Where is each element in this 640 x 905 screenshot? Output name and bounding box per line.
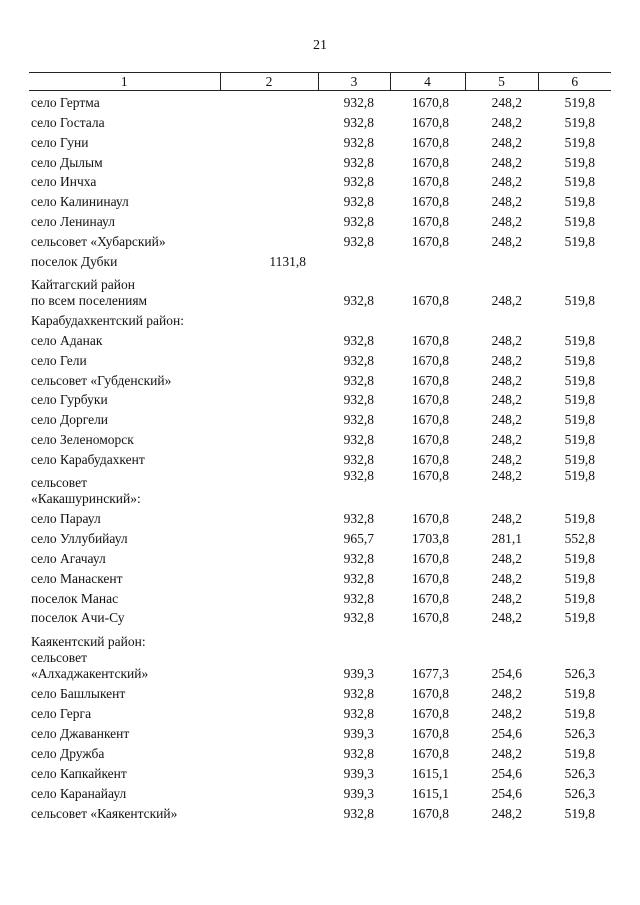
value-cell-c4: 1670,8 xyxy=(411,706,449,722)
value-cell-c3: 932,8 xyxy=(343,174,374,190)
table-row xyxy=(29,369,611,389)
settlement-name-cell xyxy=(29,607,220,627)
rates-table xyxy=(29,72,611,822)
value-cell-c5: 254,6 xyxy=(491,765,522,781)
table-row xyxy=(29,111,611,131)
value-cell-c4: 1670,8 xyxy=(411,432,449,448)
value-cell-c5: 248,2 xyxy=(491,174,522,190)
table-row xyxy=(29,607,611,627)
value-cell-c3: 932,8 xyxy=(343,134,374,150)
settlement-name-line: село Джаванкент xyxy=(31,726,130,742)
value-cell-c6: 519,8 xyxy=(564,174,595,190)
table-row xyxy=(29,742,611,762)
value-cell-c6: 519,8 xyxy=(564,332,595,348)
value-cell-c3: 932,8 xyxy=(343,706,374,722)
table-row xyxy=(29,802,611,822)
settlement-name-line: село Гертма xyxy=(31,94,100,110)
value-cell-c5: 248,2 xyxy=(491,686,522,702)
value-cell-c3: 932,8 xyxy=(343,234,374,250)
value-cell-c3: 939,3 xyxy=(343,666,374,682)
value-cell-c3: 932,8 xyxy=(343,293,374,309)
value-cell-c3: 965,7 xyxy=(343,530,374,546)
settlement-name-line: село Гурбуки xyxy=(31,392,108,408)
table-row xyxy=(29,349,611,369)
value-cell-c4: 1615,1 xyxy=(411,785,449,801)
value-cell-c2 xyxy=(220,567,318,587)
value-cell-c2 xyxy=(220,682,318,702)
settlement-name-cell xyxy=(29,171,220,191)
value-cell-c2 xyxy=(220,527,318,547)
value-cell-c5: 248,2 xyxy=(491,805,522,821)
settlement-name-cell xyxy=(29,349,220,369)
value-cell-c6: 519,8 xyxy=(564,805,595,821)
settlement-name-line: поселок Дубки xyxy=(31,254,118,270)
settlement-name-line: Каякентский район: xyxy=(31,634,146,650)
settlement-name-line: село Аданак xyxy=(31,332,103,348)
value-cell-c3: 932,8 xyxy=(343,412,374,428)
table-row xyxy=(29,270,611,309)
value-cell-c4: 1670,8 xyxy=(411,550,449,566)
value-cell-c6: 552,8 xyxy=(564,530,595,546)
value-cell-c4: 1670,8 xyxy=(411,352,449,368)
value-cell-c4: 1677,3 xyxy=(411,666,449,682)
value-cell-c5: 248,2 xyxy=(491,746,522,762)
column-header-3: 3 xyxy=(318,73,390,91)
value-cell-c6: 519,8 xyxy=(564,134,595,150)
settlement-name-line: Карабудахкентский район: xyxy=(31,312,184,328)
value-cell-c6: 519,8 xyxy=(564,550,595,566)
value-cell-c3: 932,8 xyxy=(343,511,374,527)
table-header-row xyxy=(29,73,611,91)
settlement-name-line: село Каранайаул xyxy=(31,785,127,801)
settlement-name-cell xyxy=(29,802,220,822)
table-row xyxy=(29,230,611,250)
settlement-name-cell xyxy=(29,91,220,111)
table-row xyxy=(29,428,611,448)
value-cell-c5: 254,6 xyxy=(491,726,522,742)
value-cell-c4: 1670,8 xyxy=(411,293,449,309)
table-row xyxy=(29,210,611,230)
value-cell-c3: 932,8 xyxy=(343,114,374,130)
value-cell-c5 xyxy=(465,309,538,329)
value-cell-c6: 519,8 xyxy=(564,94,595,110)
settlement-name-cell xyxy=(29,448,220,468)
value-cell-c3: 932,8 xyxy=(343,214,374,230)
table-row xyxy=(29,507,611,527)
value-cell-c4: 1615,1 xyxy=(411,765,449,781)
value-cell-c3: 932,8 xyxy=(343,154,374,170)
value-cell-c6: 519,8 xyxy=(564,412,595,428)
value-cell-c4: 1670,8 xyxy=(411,114,449,130)
table-row xyxy=(29,309,611,329)
value-cell-c6: 526,3 xyxy=(564,765,595,781)
value-cell-c6 xyxy=(538,250,611,270)
table-row xyxy=(29,547,611,567)
table-row xyxy=(29,190,611,210)
value-cell-c2 xyxy=(220,230,318,250)
table-body xyxy=(29,91,611,822)
value-cell-c3: 932,8 xyxy=(343,570,374,586)
value-cell-c6: 519,8 xyxy=(564,746,595,762)
value-cell-c3: 932,8 xyxy=(343,372,374,388)
value-cell-c6: 519,8 xyxy=(564,452,595,468)
table-row xyxy=(29,626,611,682)
settlement-name-line: село Гуни xyxy=(31,134,89,150)
settlement-name-line: сельсовет «Каякентский» xyxy=(31,805,178,821)
settlement-name-cell xyxy=(29,682,220,702)
value-cell-c2 xyxy=(220,448,318,468)
settlement-name-cell xyxy=(29,742,220,762)
settlement-name-line: сельсовет «Хубарский» xyxy=(31,234,166,250)
settlement-name-line: Кайтагский район xyxy=(31,277,135,293)
value-cell-c4: 1670,8 xyxy=(411,686,449,702)
table-row xyxy=(29,782,611,802)
value-cell-c2 xyxy=(220,329,318,349)
settlement-name-cell xyxy=(29,210,220,230)
table-row xyxy=(29,389,611,409)
value-cell-c2 xyxy=(220,547,318,567)
value-cell-c6: 519,8 xyxy=(564,194,595,210)
value-cell-c6: 519,8 xyxy=(564,706,595,722)
table-row xyxy=(29,702,611,722)
settlement-name-line: сельсовет «Губденский» xyxy=(31,372,172,388)
value-cell-c5: 248,2 xyxy=(491,293,522,309)
value-cell-c5: 248,2 xyxy=(491,114,522,130)
value-cell-c6 xyxy=(538,309,611,329)
settlement-name-cell xyxy=(29,151,220,171)
settlement-name-cell xyxy=(29,369,220,389)
value-cell-c2 xyxy=(220,468,318,507)
value-cell-c6: 519,8 xyxy=(564,154,595,170)
table-row xyxy=(29,448,611,468)
value-cell-c4 xyxy=(390,250,465,270)
column-header-5: 5 xyxy=(465,73,538,91)
value-cell-c6: 519,8 xyxy=(564,234,595,250)
value-cell-c4: 1670,8 xyxy=(411,194,449,210)
value-cell-c6: 519,8 xyxy=(564,372,595,388)
value-cell-c5: 248,2 xyxy=(491,511,522,527)
value-cell-c6: 519,8 xyxy=(564,468,595,484)
settlement-name-line: село Манаскент xyxy=(31,570,123,586)
value-cell-c5: 248,2 xyxy=(491,550,522,566)
value-cell-c2 xyxy=(220,131,318,151)
settlement-name-line: село Калининаул xyxy=(31,194,129,210)
settlement-name-line: сельсовет xyxy=(31,650,87,666)
value-cell-c2 xyxy=(220,151,318,171)
value-cell-c2 xyxy=(220,428,318,448)
settlement-name-cell xyxy=(29,782,220,802)
value-cell-c4: 1670,8 xyxy=(411,610,449,626)
value-cell-c5: 248,2 xyxy=(491,94,522,110)
value-cell-c2 xyxy=(220,742,318,762)
value-cell-c4: 1670,8 xyxy=(411,511,449,527)
value-cell-c5: 248,2 xyxy=(491,452,522,468)
table-row xyxy=(29,682,611,702)
value-cell-c2 xyxy=(220,171,318,191)
value-cell-c2 xyxy=(220,389,318,409)
value-cell-c5: 248,2 xyxy=(491,432,522,448)
value-cell-c6: 519,8 xyxy=(564,214,595,230)
settlement-name-line: село Ленинаул xyxy=(31,214,115,230)
value-cell-c4: 1670,8 xyxy=(411,570,449,586)
settlement-name-cell xyxy=(29,230,220,250)
table-row xyxy=(29,587,611,607)
value-cell-c5: 248,2 xyxy=(491,468,522,484)
settlement-name-line: село Капкайкент xyxy=(31,765,127,781)
value-cell-c4: 1670,8 xyxy=(411,805,449,821)
table-row xyxy=(29,468,611,507)
column-header-1: 1 xyxy=(29,73,220,91)
value-cell-c2 xyxy=(220,349,318,369)
value-cell-c5: 248,2 xyxy=(491,214,522,230)
table-row xyxy=(29,408,611,428)
value-cell-c4: 1670,8 xyxy=(411,214,449,230)
value-cell-c4: 1670,8 xyxy=(411,746,449,762)
value-cell-c6: 519,8 xyxy=(564,590,595,606)
table-row xyxy=(29,722,611,742)
value-cell-c5: 248,2 xyxy=(491,194,522,210)
page-number: 21 xyxy=(313,38,327,53)
value-cell-c3: 932,8 xyxy=(343,332,374,348)
settlement-name-cell xyxy=(29,408,220,428)
settlement-name-cell xyxy=(29,270,220,309)
value-cell-c2 xyxy=(220,91,318,111)
settlement-name-line: село Дылым xyxy=(31,154,103,170)
value-cell-c3 xyxy=(318,309,390,329)
settlement-name-cell xyxy=(29,190,220,210)
value-cell-c2 xyxy=(220,702,318,722)
value-cell-c5: 248,2 xyxy=(491,392,522,408)
value-cell-c6: 519,8 xyxy=(564,293,595,309)
table-row xyxy=(29,151,611,171)
value-cell-c5: 248,2 xyxy=(491,134,522,150)
settlement-name-line: село Герга xyxy=(31,706,92,722)
value-cell-c5: 248,2 xyxy=(491,610,522,626)
value-cell-c4: 1670,8 xyxy=(411,134,449,150)
settlement-name-cell xyxy=(29,587,220,607)
value-cell-c6: 519,8 xyxy=(564,392,595,408)
settlement-name-line: село Дружба xyxy=(31,746,105,762)
settlement-name-line: село Зеленоморск xyxy=(31,432,134,448)
settlement-name-cell xyxy=(29,722,220,742)
value-cell-c2 xyxy=(220,369,318,389)
value-cell-c3: 932,8 xyxy=(343,550,374,566)
value-cell-c3: 932,8 xyxy=(343,746,374,762)
settlement-name-cell xyxy=(29,567,220,587)
value-cell-c6: 519,8 xyxy=(564,511,595,527)
value-cell-c4: 1703,8 xyxy=(411,530,449,546)
value-cell-c5: 248,2 xyxy=(491,352,522,368)
value-cell-c3: 932,8 xyxy=(343,590,374,606)
value-cell-c2 xyxy=(220,408,318,428)
value-cell-c5: 248,2 xyxy=(491,412,522,428)
value-cell-c3: 932,8 xyxy=(343,94,374,110)
table-row xyxy=(29,131,611,151)
value-cell-c3: 932,8 xyxy=(343,610,374,626)
value-cell-c4: 1670,8 xyxy=(411,234,449,250)
value-cell-c4: 1670,8 xyxy=(411,452,449,468)
settlement-name-cell xyxy=(29,309,220,329)
settlement-name-cell xyxy=(29,111,220,131)
table-row xyxy=(29,91,611,111)
settlement-name-cell xyxy=(29,547,220,567)
value-cell-c2 xyxy=(220,587,318,607)
settlement-name-cell xyxy=(29,527,220,547)
value-cell-c5: 248,2 xyxy=(491,706,522,722)
settlement-name-line: село Уллубийаул xyxy=(31,530,128,546)
value-cell-c6: 526,3 xyxy=(564,666,595,682)
value-cell-c5: 248,2 xyxy=(491,590,522,606)
value-cell-c4: 1670,8 xyxy=(411,468,449,484)
settlement-name-line: сельсовет xyxy=(31,475,87,491)
value-cell-c6: 519,8 xyxy=(564,114,595,130)
value-cell-c6: 526,3 xyxy=(564,785,595,801)
value-cell-c2 xyxy=(220,626,318,682)
value-cell-c4: 1670,8 xyxy=(411,174,449,190)
value-cell-c3: 939,3 xyxy=(343,726,374,742)
settlement-name-cell xyxy=(29,389,220,409)
settlement-name-line: «Алхаджакентский» xyxy=(31,666,149,682)
value-cell-c4: 1670,8 xyxy=(411,412,449,428)
value-cell-c4: 1670,8 xyxy=(411,154,449,170)
settlement-name-cell xyxy=(29,131,220,151)
value-cell-c3: 932,8 xyxy=(343,352,374,368)
value-cell-c5: 248,2 xyxy=(491,154,522,170)
value-cell-c2 xyxy=(220,190,318,210)
settlement-name-cell xyxy=(29,626,220,682)
settlement-name-cell xyxy=(29,250,220,270)
table-row xyxy=(29,567,611,587)
value-cell-c5: 254,6 xyxy=(491,785,522,801)
value-cell-c2 xyxy=(220,309,318,329)
settlement-name-cell xyxy=(29,762,220,782)
value-cell-c2 xyxy=(220,802,318,822)
value-cell-c3: 939,3 xyxy=(343,785,374,801)
value-cell-c4: 1670,8 xyxy=(411,590,449,606)
settlement-name-cell xyxy=(29,468,220,507)
value-cell-c2 xyxy=(220,762,318,782)
value-cell-c2 xyxy=(220,111,318,131)
settlement-name-cell xyxy=(29,428,220,448)
value-cell-c3: 932,8 xyxy=(343,805,374,821)
settlement-name-line: село Инчха xyxy=(31,174,97,190)
table-row xyxy=(29,329,611,349)
value-cell-c3: 932,8 xyxy=(343,468,374,484)
value-cell-c3 xyxy=(318,250,390,270)
table-row xyxy=(29,527,611,547)
value-cell-c6: 519,8 xyxy=(564,352,595,368)
value-cell-c5: 248,2 xyxy=(491,372,522,388)
value-cell-c4: 1670,8 xyxy=(411,94,449,110)
value-cell-c3: 932,8 xyxy=(343,686,374,702)
settlement-name-cell xyxy=(29,329,220,349)
settlement-name-line: поселок Ачи-Су xyxy=(31,610,125,626)
value-cell-c5: 248,2 xyxy=(491,234,522,250)
value-cell-c5 xyxy=(465,250,538,270)
value-cell-c5: 281,1 xyxy=(491,530,522,546)
value-cell-c2 xyxy=(220,507,318,527)
settlement-name-line: село Параул xyxy=(31,511,101,527)
value-cell-c5: 248,2 xyxy=(491,332,522,348)
value-cell-c2 xyxy=(220,607,318,627)
column-header-4: 4 xyxy=(390,73,465,91)
value-cell-c3: 939,3 xyxy=(343,765,374,781)
value-cell-c3: 932,8 xyxy=(343,194,374,210)
value-cell-c3: 932,8 xyxy=(343,452,374,468)
value-cell-c2 xyxy=(220,270,318,309)
value-cell-c2 xyxy=(220,722,318,742)
value-cell-c4: 1670,8 xyxy=(411,332,449,348)
value-cell-c5: 254,6 xyxy=(491,666,522,682)
settlement-name-line: по всем поселениям xyxy=(31,293,148,309)
value-cell-c6: 519,8 xyxy=(564,610,595,626)
value-cell-c4: 1670,8 xyxy=(411,726,449,742)
table-row xyxy=(29,762,611,782)
value-cell-c4: 1670,8 xyxy=(411,392,449,408)
settlement-name-line: село Гели xyxy=(31,352,87,368)
value-cell-c2 xyxy=(220,210,318,230)
settlement-name-cell xyxy=(29,507,220,527)
value-cell-c2 xyxy=(220,782,318,802)
value-cell-c5: 248,2 xyxy=(491,570,522,586)
settlement-name-line: село Гостала xyxy=(31,114,105,130)
value-cell-c4: 1670,8 xyxy=(411,372,449,388)
value-cell-c3: 932,8 xyxy=(343,392,374,408)
column-header-6: 6 xyxy=(538,73,611,91)
settlement-name-cell xyxy=(29,702,220,722)
value-cell-c4 xyxy=(390,309,465,329)
settlement-name-line: село Башлыкент xyxy=(31,686,126,702)
table-row xyxy=(29,250,611,270)
table-row xyxy=(29,171,611,191)
value-cell-c6: 519,8 xyxy=(564,432,595,448)
settlement-name-line: село Агачаул xyxy=(31,550,106,566)
settlement-name-line: «Какашуринский»: xyxy=(31,491,141,507)
value-cell-c6: 526,3 xyxy=(564,726,595,742)
settlement-name-line: село Доргели xyxy=(31,412,109,428)
value-cell-c3: 932,8 xyxy=(343,432,374,448)
settlement-name-line: село Карабудахкент xyxy=(31,452,145,468)
column-header-2: 2 xyxy=(220,73,318,91)
value-cell-c2: 1131,8 xyxy=(269,254,306,270)
value-cell-c6: 519,8 xyxy=(564,570,595,586)
settlement-name-line: поселок Манас xyxy=(31,590,119,606)
value-cell-c6: 519,8 xyxy=(564,686,595,702)
